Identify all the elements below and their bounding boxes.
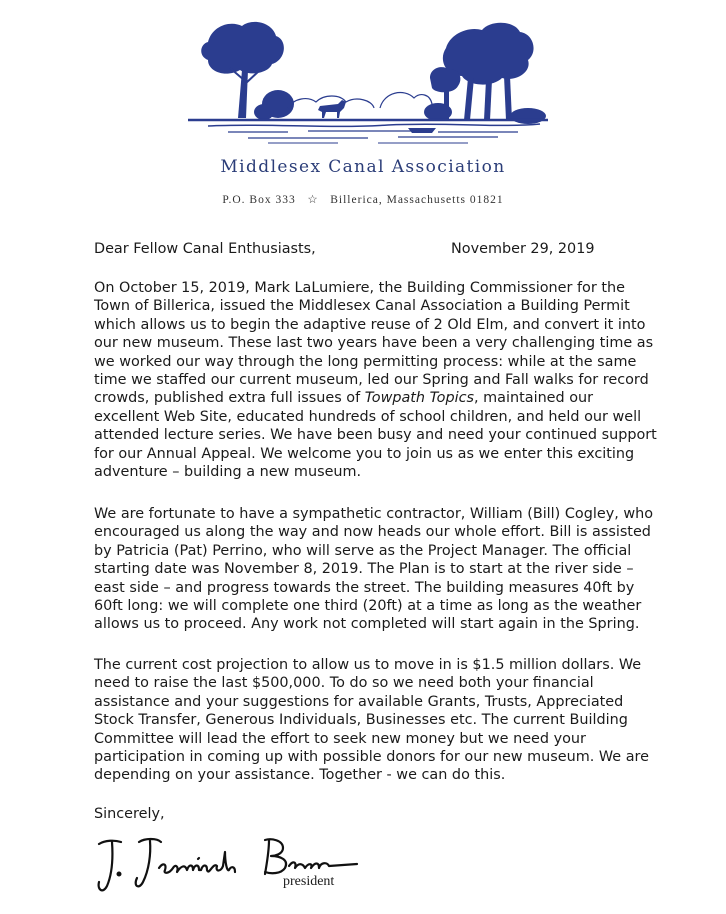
organization-name: Middlesex Canal Association bbox=[220, 157, 506, 177]
organization-address: P.O. Box 333 ☆ Billerica, Massachusetts 01821 bbox=[222, 194, 504, 206]
letter-date: November 29, 2019 bbox=[451, 241, 595, 257]
paragraph-line: encouraged us along the way and now heads our whole effort. Bill is assisted bbox=[94, 524, 651, 541]
paragraph-line: Committee will lead the effort to seek new money but we need your bbox=[94, 730, 586, 747]
paragraph-line: which allows us to begin the adaptive reuse of 2 Old Elm, and convert it into bbox=[94, 316, 646, 333]
paragraph-line: need to raise the last $500,000. To do so we need both your financial bbox=[94, 675, 594, 692]
paragraph-line-text: crowds, published extra full issues of bbox=[94, 390, 365, 407]
paragraph-line: We are fortunate to have a sympathetic contractor, William (Bill) Cogley, who bbox=[94, 506, 654, 522]
paragraph-line: On October 15, 2019, Mark LaLumiere, the Building Commissioner for the bbox=[94, 280, 625, 296]
paragraph-line-text: , maintained our bbox=[474, 390, 594, 407]
paragraph-line: we worked our way through the long permitting process: while at the same bbox=[94, 353, 637, 370]
paragraph-line: attended lecture series. We have been busy and need your continued support bbox=[94, 427, 657, 444]
paragraph-line: 60ft long: we will complete one third (20ft) at a time as long as the weather bbox=[94, 598, 642, 615]
paragraph-1 bbox=[94, 279, 657, 481]
paragraph-line: our new museum. These last two years have been a very challenging time as bbox=[94, 335, 654, 352]
canal-landscape-logo-icon bbox=[168, 8, 568, 158]
signer-title: president bbox=[283, 874, 335, 889]
paragraph-line: for our Annual Appeal. We welcome you to join us as we enter this exciting bbox=[94, 445, 635, 462]
paragraph-line: allows us to proceed. Any work not completed will start again in the Spring. bbox=[94, 616, 640, 633]
paragraph-line: Town of Billerica, issued the Middlesex Canal Association a Building Permit bbox=[94, 298, 630, 315]
paragraph-line: depending on your assistance. Together - we can do this. bbox=[94, 767, 506, 784]
paragraph-line: time we staffed our current museum, led our Spring and Fall walks for record bbox=[94, 372, 649, 389]
paragraph-line: adventure – building a new museum. bbox=[94, 464, 362, 481]
paragraph-line: starting date was November 8, 2019. The Plan is to start at the river side – bbox=[94, 561, 634, 578]
paragraph-line: excellent Web Site, educated hundreds of school children, and held our well bbox=[94, 408, 642, 425]
newsletter-title: Towpath Topics bbox=[364, 390, 474, 407]
paragraph-3 bbox=[94, 656, 654, 785]
paragraph-line bbox=[94, 389, 654, 407]
paragraph-line: Stock Transfer, Generous Individuals, Businesses etc. The current Building bbox=[94, 712, 628, 729]
paragraph-line: assistance and your suggestions for available Grants, Trusts, Appreciated bbox=[94, 693, 624, 710]
paragraph-line: The current cost projection to allow us to move in is $1.5 million dollars. We bbox=[94, 657, 642, 673]
salutation: Dear Fellow Canal Enthusiasts, bbox=[94, 241, 316, 257]
paragraph-line: by Patricia (Pat) Perrino, who will serve as the Project Manager. The official bbox=[94, 542, 632, 559]
paragraph-line: east side – and progress towards the street. The building measures 40ft by bbox=[94, 579, 635, 596]
paragraph-line: participation in coming up with possible donors for our new museum. We are bbox=[94, 749, 650, 766]
paragraph-2 bbox=[94, 505, 654, 634]
closing: Sincerely, bbox=[94, 806, 165, 822]
